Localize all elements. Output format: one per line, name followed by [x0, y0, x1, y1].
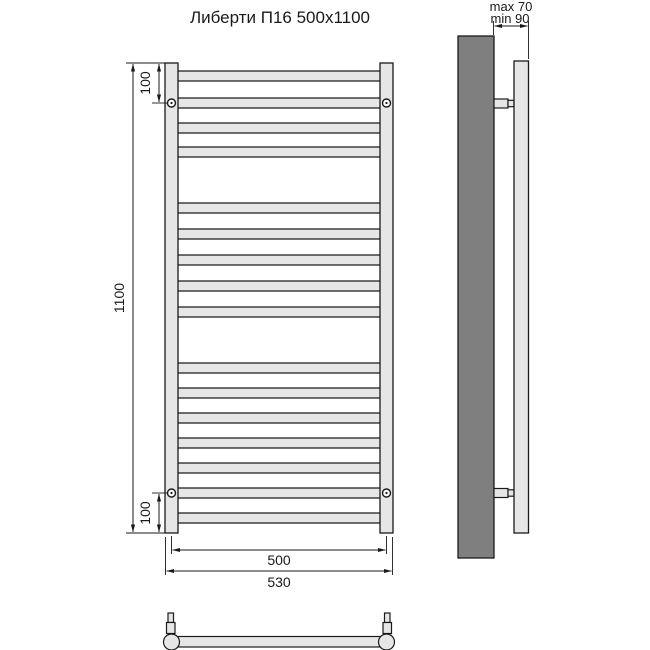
rung	[177, 363, 381, 373]
post-section-left	[164, 634, 180, 650]
bracket-pin-right	[383, 613, 392, 634]
dimension-label-min90: min 90	[490, 11, 530, 26]
bottom-view	[164, 613, 395, 650]
rung	[177, 513, 381, 523]
dimension-axle-distance	[172, 536, 387, 568]
mounting-hole-center-dot	[170, 102, 172, 104]
dimension-label-100-bottom: 100	[137, 501, 153, 525]
rung	[177, 281, 381, 291]
wall-section	[458, 36, 494, 558]
dimension-top-offset	[137, 64, 167, 103]
post-section-right	[379, 634, 395, 650]
rung	[177, 413, 381, 423]
rung	[177, 255, 381, 265]
dimension-label-530: 530	[267, 574, 291, 590]
right-post	[380, 63, 393, 533]
dimension-label-max70: max 70	[489, 0, 533, 14]
mounting-hole-center-dot	[385, 492, 387, 494]
dimension-bottom-offset	[137, 493, 167, 532]
rung	[177, 147, 381, 157]
front-view	[111, 63, 393, 590]
side-view	[458, 0, 532, 558]
wall-bracket-bottom	[494, 489, 514, 498]
left-post	[165, 63, 178, 533]
drawing-title: Либерти П16 500x1100	[189, 8, 371, 27]
dimension-label-500: 500	[267, 552, 291, 568]
bracket-pin-left	[167, 613, 176, 634]
rung	[177, 203, 381, 213]
rung	[177, 388, 381, 398]
rungs	[177, 71, 381, 523]
dimension-wall-clearance	[490, 0, 533, 59]
mounting-hole-center-dot	[170, 492, 172, 494]
dimension-label-100-top: 100	[137, 71, 153, 95]
crossbar-plan	[178, 637, 380, 648]
rung	[177, 488, 381, 498]
rung	[177, 307, 381, 317]
post-side-profile	[514, 61, 529, 533]
rung	[177, 98, 381, 108]
dimension-total-height	[111, 63, 172, 533]
mounting-holes	[168, 99, 391, 497]
rung	[177, 123, 381, 133]
rung	[177, 71, 381, 81]
mounting-hole-center-dot	[385, 102, 387, 104]
dimension-label-1100: 1100	[111, 282, 127, 314]
rung	[177, 463, 381, 473]
rung	[177, 438, 381, 448]
rung	[177, 229, 381, 239]
wall-bracket-top	[494, 99, 514, 108]
